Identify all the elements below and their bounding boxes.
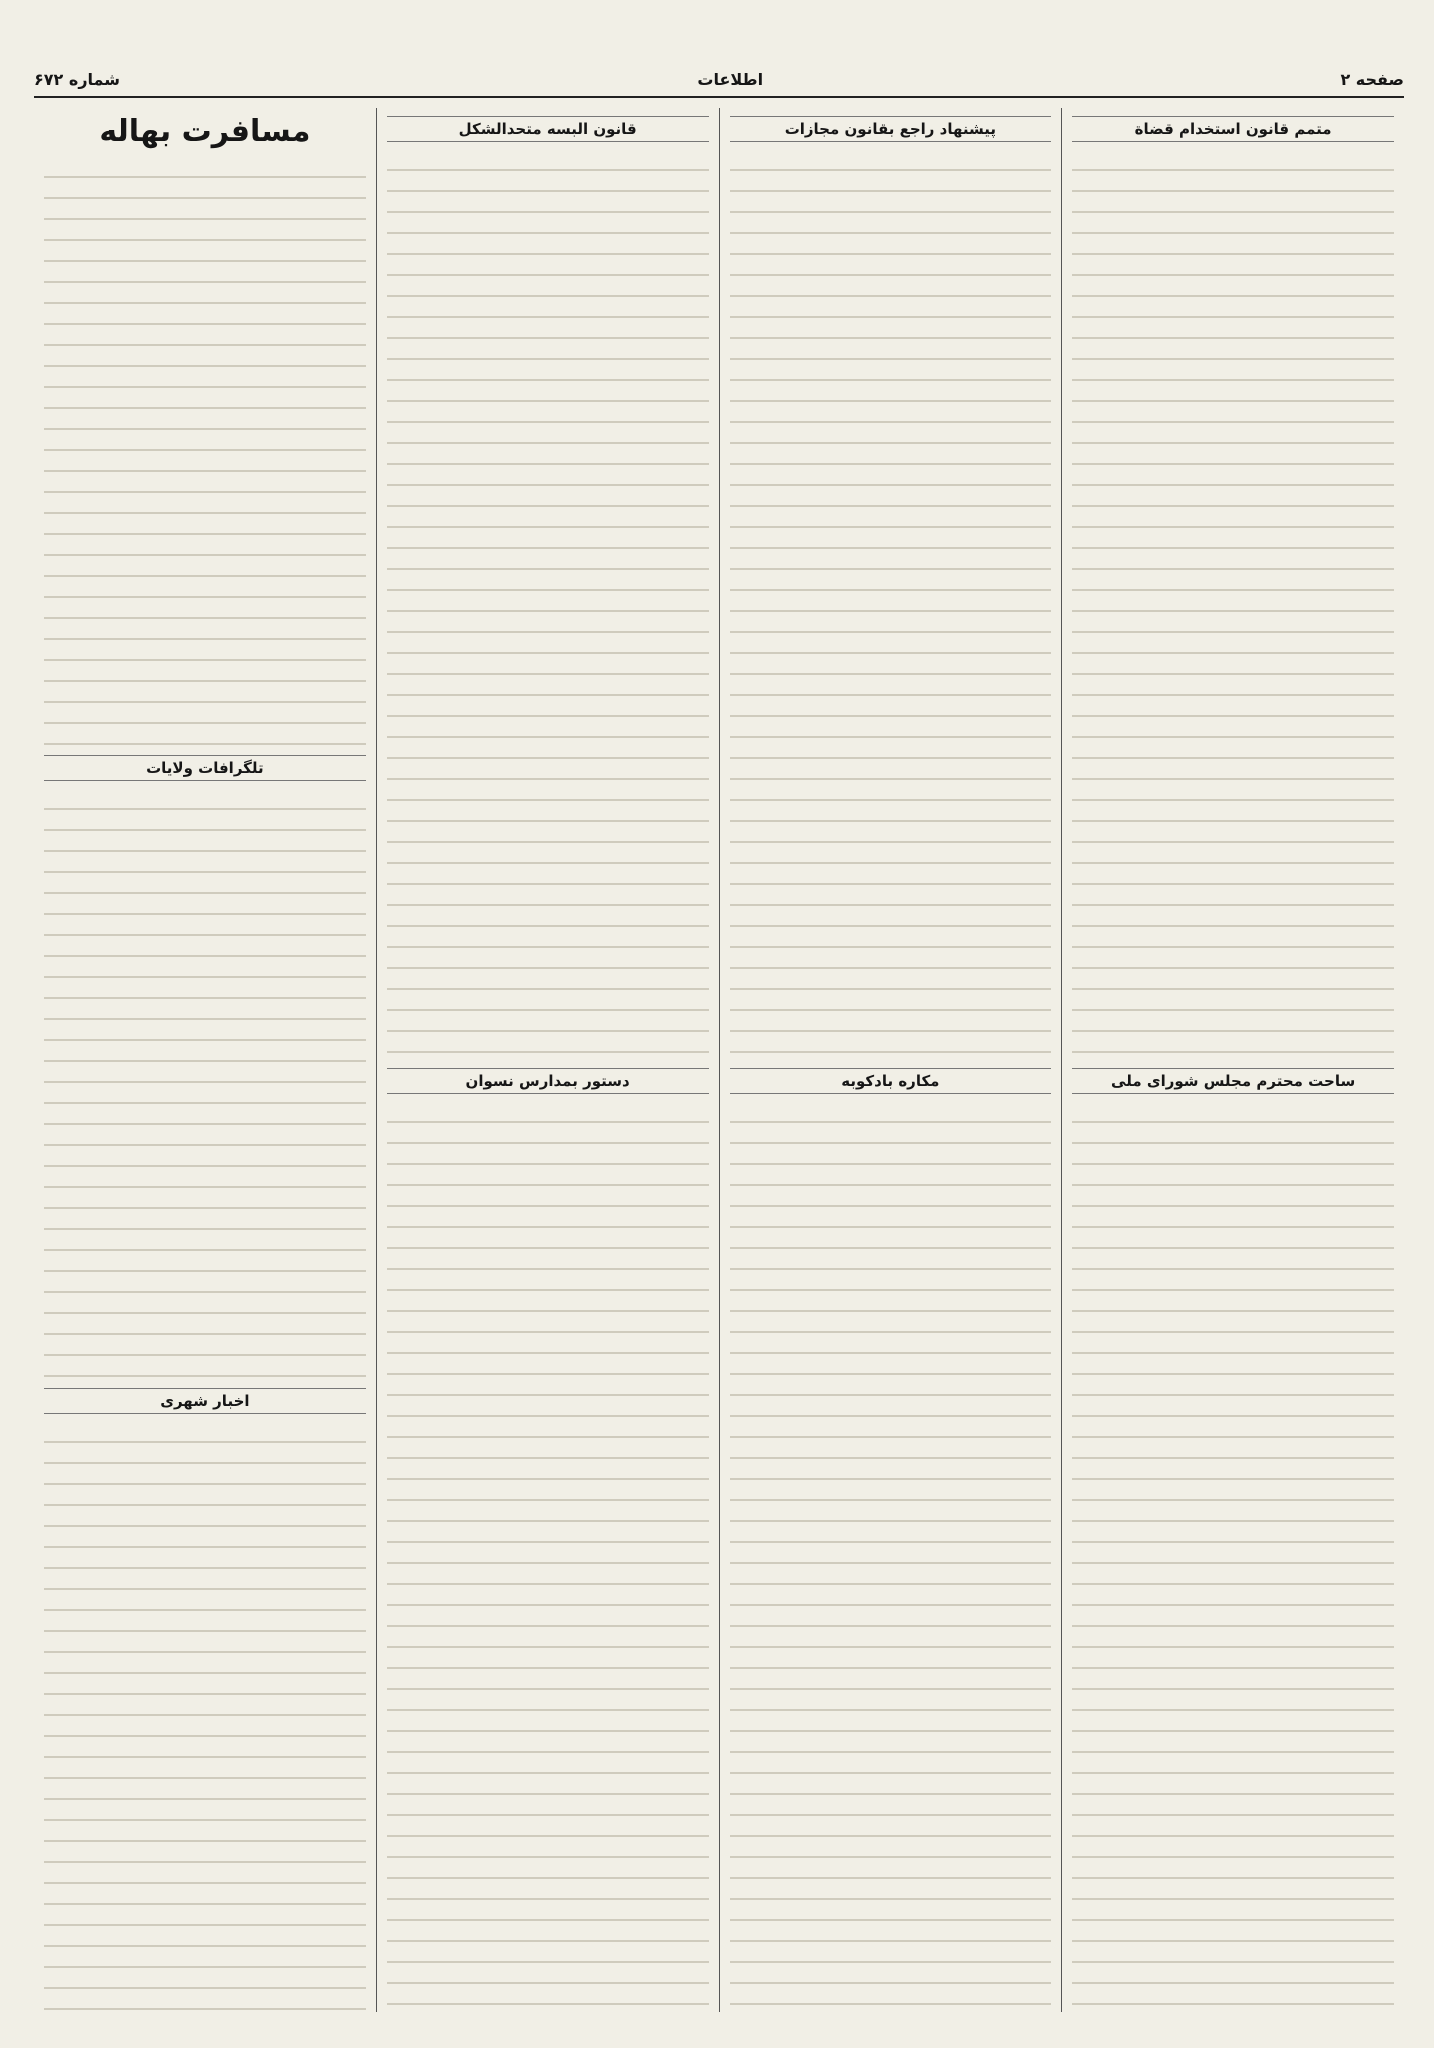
page-number: صفحه ۲ (1340, 69, 1404, 89)
column-3-section-2: مکاره بادکوبه (730, 1068, 1052, 1094)
column-1-section-2: اخبار شهری (44, 1388, 366, 1414)
column-1 (34, 108, 376, 2012)
column-1-text-placeholder (44, 157, 366, 747)
column-1-headline: مسافرت بهاله (99, 114, 311, 149)
column-3-text-placeholder-2 (730, 1102, 1052, 2012)
column-1-text-placeholder-2 (44, 789, 366, 1379)
newspaper-name: اطلاعات (697, 69, 764, 89)
column-4-section: متمم قانون استخدام قضاة (1072, 116, 1394, 142)
column-3-text-placeholder (730, 150, 1052, 1060)
column-4 (1061, 108, 1404, 2012)
column-3 (719, 108, 1062, 2012)
article-columns (34, 108, 1404, 2012)
column-2-section-2: دستور بمدارس نسوان (387, 1068, 709, 1094)
column-1-text-placeholder-3 (44, 1422, 366, 2012)
column-2-text-placeholder (387, 150, 709, 1060)
column-4-text-placeholder-2 (1072, 1102, 1394, 2012)
column-2 (376, 108, 719, 2012)
column-2-section: قانون البسه متحدالشکل (387, 116, 709, 142)
column-3-section: پیشنهاد راجع بقانون مجازات (730, 116, 1052, 142)
column-4-text-placeholder (1072, 150, 1394, 1060)
column-2-text-placeholder-2 (387, 1102, 709, 2012)
masthead (34, 62, 1404, 98)
column-1-section: تلگرافات ولایات (44, 755, 366, 781)
issue-number: شماره ۶۷۲ (34, 69, 121, 89)
column-4-section-2: ساحت محترم مجلس شورای ملی (1072, 1068, 1394, 1094)
